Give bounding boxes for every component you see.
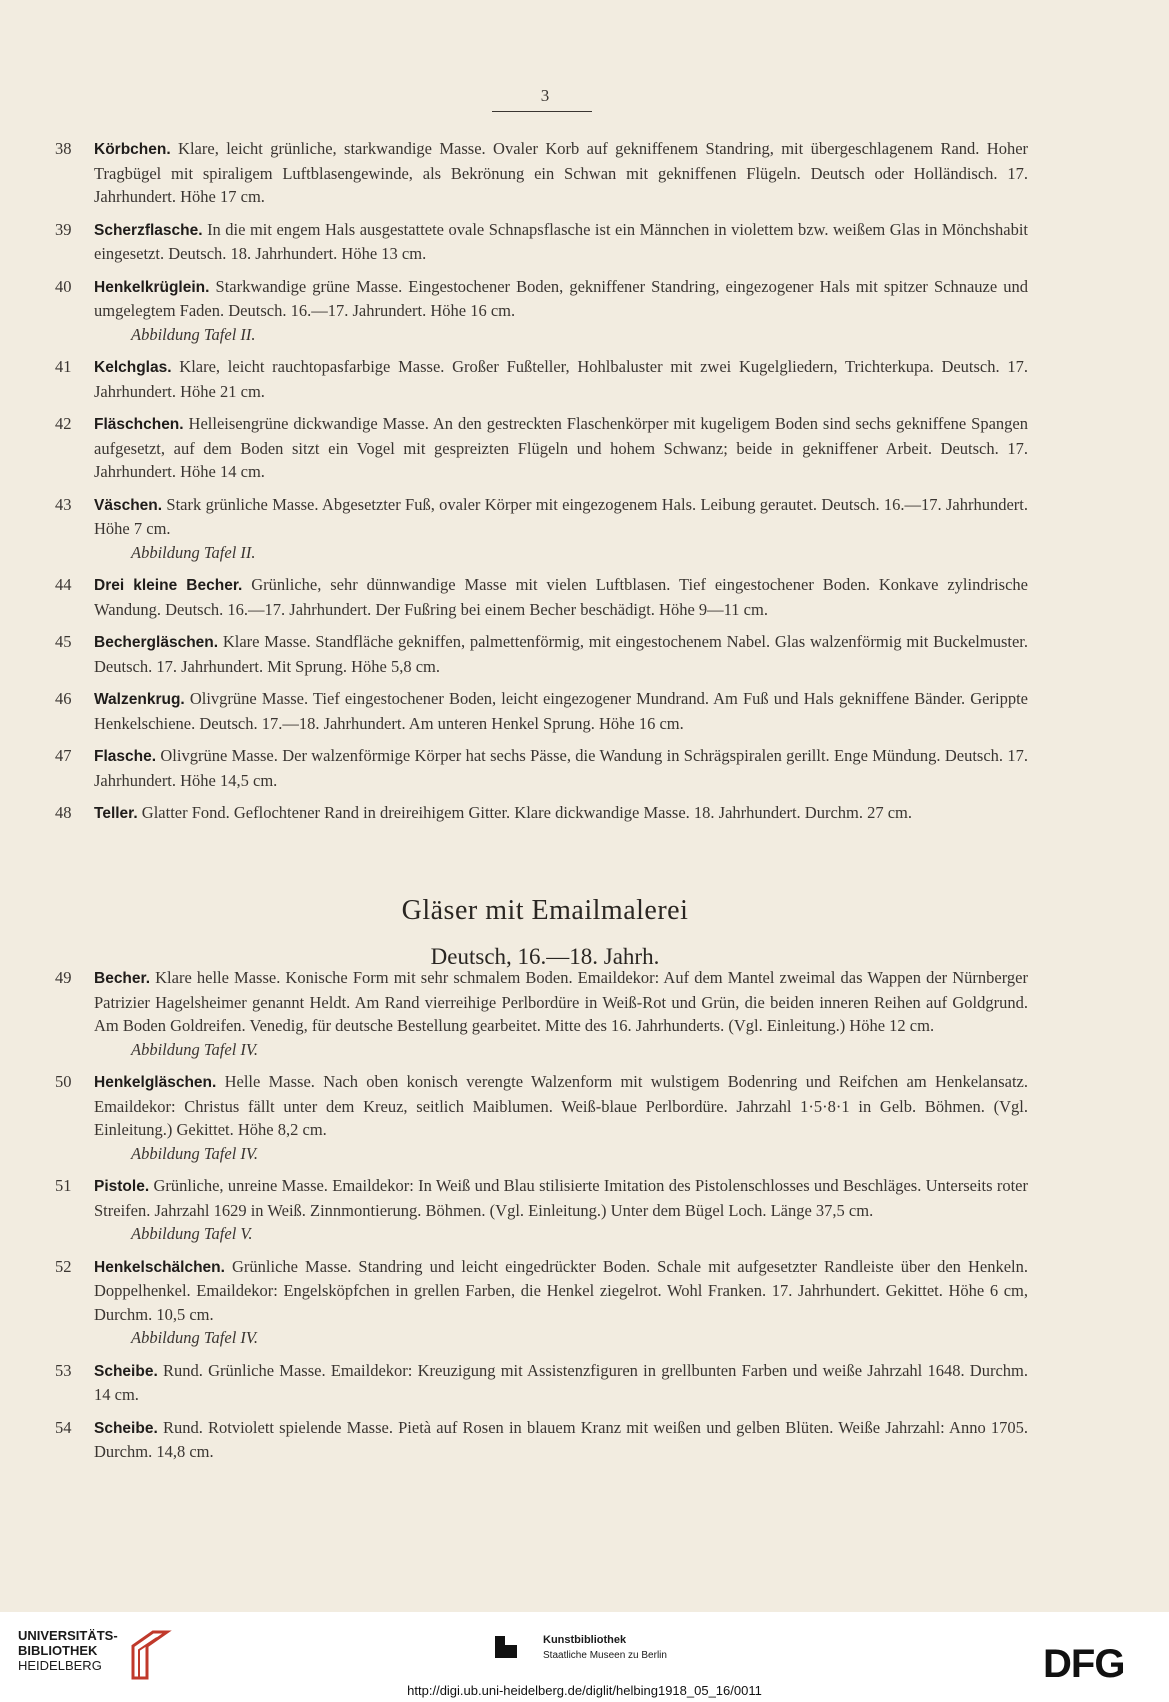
entry-title: Scheibe. xyxy=(94,1419,158,1437)
entry-number: 45 xyxy=(55,632,72,651)
entry-title: Fläschchen. xyxy=(94,416,184,433)
entry-title: Becher. xyxy=(94,970,151,987)
heidelberg-library-logo[interactable] xyxy=(18,1628,188,1688)
entry-title: Henkelkrüglein. xyxy=(94,278,210,296)
heidelberg-logo-line-3: HEIDELBERG xyxy=(18,1658,102,1673)
entry-body: Stark grünliche Masse. Abgesetzter Fuß, ovaler Körper mit eingezogenem Hals. Leibung gerautet. Deutsch. 16.—17. Jahrhundert. Höhe 7 cm. xyxy=(94,494,1028,538)
entry-body: In die mit engem Hals ausgestattete ovale Schnapsflasche ist ein Männchen in violettem bzw. weißem Glas in Mönchshabit eingesetzt. Deutsch. 18. Jahrhundert. Höhe 13 cm. xyxy=(94,219,1028,263)
entry-description xyxy=(94,630,1028,678)
entry-description xyxy=(94,493,1028,565)
entry-description xyxy=(94,687,1028,735)
entry-body: Klare, leicht rauchtopasfarbige Masse. Großer Fußteller, Hohlbaluster mit zwei Kugelgliedern, Trichterkupa. Deutsch. 17. Jahrhundert. Höhe 21 cm. xyxy=(94,357,1028,401)
entry-description xyxy=(94,744,1028,792)
entry-body: Klare helle Masse. Konische Form mit sehr schmalem Boden. Emaildekor: Auf dem Mantel zweimal das Wappen der Nürnberger Patrizier Hagelsheimer genannt Heldt. Am Rand vierreihige Perlbordüre in Weiß-Rot und Grün, die beiden inneren Reihen auf Goldgrund. Am Boden Goldreifen. Venedig, für deutsche Bestellung gearbeitet. Mitte des 16. Jahrhunderts. (Vgl. Einleitung.) Höhe 12 cm. xyxy=(94,968,1028,1035)
entry-body: Grünliche Masse. Standring und leicht eingedrückter Boden. Schale mit aufgesetzter Randleiste über den Henkeln. Doppelhenkel. Emaildekor: Engelsköpfchen in grellen Farben, die Henkel ziegelrot. Wohl Franken. 17. Jahrhundert. Gekittet. Höhe 6 cm, Durchm. 10,5 cm. xyxy=(94,1256,1028,1324)
entry-number: 50 xyxy=(55,1072,72,1091)
entry-title: Bechergläschen. xyxy=(94,634,219,651)
entry-description xyxy=(94,275,1028,347)
entry-description xyxy=(94,412,1028,484)
entry-illustration-ref: Abbildung Tafel V. xyxy=(131,1224,253,1243)
catalog-entry xyxy=(0,744,1169,792)
entry-title: Scheibe. xyxy=(94,1362,158,1380)
entry-number: 49 xyxy=(55,968,72,987)
entry-number: 39 xyxy=(55,219,72,239)
entry-body: Rund. Grünliche Masse. Emaildekor: Kreuzigung mit Assistenzfiguren in grellbunten Farben und weiße Jahrzahl 1648. Durchm. 14 cm. xyxy=(94,1360,1028,1404)
entry-description xyxy=(94,218,1028,266)
heidelberg-emblem-icon xyxy=(123,1626,173,1684)
entry-number: 44 xyxy=(55,575,72,594)
entry-body: Rund. Rotviolett spielende Masse. Pietà auf Rosen in blauem Kranz mit weißen und gelben Blüten. Weiße Jahrzahl: Anno 1705. Durchm. 14,8 cm. xyxy=(94,1417,1029,1461)
entry-number: 42 xyxy=(55,414,72,433)
entry-number: 47 xyxy=(55,746,72,765)
entry-number: 54 xyxy=(55,1417,72,1437)
kunstbibliothek-title: Kunstbibliothek xyxy=(543,1634,627,1646)
kunstbibliothek-logo[interactable] xyxy=(495,1632,715,1672)
page-number-rule xyxy=(492,111,592,112)
catalog-entry xyxy=(0,412,1169,484)
entry-number: 53 xyxy=(55,1360,72,1380)
section-subtitle: Deutsch, 16.—18. Jahrh. xyxy=(430,944,660,969)
entry-body: Klare, leicht grünliche, starkwandige Masse. Ovaler Korb auf gekniffenem Standring, mit übergeschlagenem Rand. Hoher Tragbügel mit spiraligem Luftblasengewinde, als Bekrönung ein Schwan mit gekniffenen Flügeln. Deutsch oder Holländisch. 17. Jahrhundert. Höhe 17 cm. xyxy=(94,139,1029,206)
entry-number: 38 xyxy=(55,139,72,158)
entry-number: 46 xyxy=(55,689,72,708)
catalog-entries-group-1 xyxy=(0,137,1169,835)
kunstbibliothek-mark-icon xyxy=(495,1636,517,1658)
entry-title: Henkelgläschen. xyxy=(94,1074,217,1091)
heidelberg-logo-line-1: UNIVERSITÄTS- xyxy=(18,1628,118,1643)
entry-body: Glatter Fond. Geflochtener Rand in dreireihigem Gitter. Klare dickwandige Masse. 18. Jahrhundert. Durchm. 27 cm. xyxy=(141,803,913,822)
entry-description xyxy=(94,801,1028,826)
entry-body: Starkwandige grüne Masse. Eingestochener Boden, gekniffener Standring, eingezogener Hals mit spitzer Schnauze und umgelegtem Faden. Deutsch. 16.—17. Jahrundert. Höhe 16 cm. xyxy=(94,276,1029,320)
catalog-entry xyxy=(0,355,1169,403)
catalog-entry xyxy=(0,573,1169,621)
catalog-entries-group-2 xyxy=(0,966,1169,1473)
entry-body: Grünliche, unreine Masse. Emaildekor: In Weiß und Blau stilisierte Imitation des Pistolenschlosses und Beschläges. Unterseits roter Streifen. Jahrzahl 1629 in Weiß. Zinnmontierung. Böhmen. (Vgl. Einleitung.) Unter dem Bügel Loch. Länge 37,5 cm. xyxy=(94,1176,1028,1220)
entry-body: Helleisengrüne dickwandige Masse. An den gestreckten Flaschenkörper mit kugeligem Boden sind sechs gekniffene Spangen aufgesetzt, auf dem Boden sitzt ein Vogel mit gespreizten Flügeln und hohem Schwanz; beide in gekniffener Arbeit. Deutsch. 17. Jahrhundert. Höhe 14 cm. xyxy=(94,414,1029,481)
entry-illustration-ref: Abbildung Tafel IV. xyxy=(131,1143,258,1163)
catalog-entry xyxy=(0,1255,1169,1350)
entry-illustration-ref: Abbildung Tafel II. xyxy=(131,324,256,344)
entry-illustration-ref: Abbildung Tafel IV. xyxy=(131,1039,258,1059)
entry-description xyxy=(94,1359,1028,1407)
dfg-logo[interactable]: DFG xyxy=(1043,1642,1125,1686)
kunstbibliothek-subtitle: Staatliche Museen zu Berlin xyxy=(543,1650,667,1661)
page-number: 3 xyxy=(540,86,550,105)
entry-title: Pistole. xyxy=(94,1178,150,1195)
entry-title: Flasche. xyxy=(94,748,157,765)
catalog-entry xyxy=(0,630,1169,678)
entry-illustration-ref: Abbildung Tafel II. xyxy=(131,542,256,562)
entry-title: Drei kleine Becher. xyxy=(94,577,243,594)
viewer-footer xyxy=(0,1612,1169,1702)
source-url[interactable]: http://digi.ub.uni-heidelberg.de/diglit/helbing1918_05_16/0011 xyxy=(407,1683,762,1698)
entry-number: 41 xyxy=(55,357,72,376)
catalog-entry xyxy=(0,1359,1169,1407)
entry-number: 52 xyxy=(55,1256,72,1276)
catalog-entry xyxy=(0,493,1169,565)
catalog-entry xyxy=(0,687,1169,735)
catalog-entry xyxy=(0,1070,1169,1165)
entry-description xyxy=(94,137,1028,209)
entry-description xyxy=(94,1070,1028,1165)
entry-body: Olivgrüne Masse. Tief eingestochener Boden, leicht eingezogener Mundrand. Am Fuß und Hals gekniffene Bänder. Gerippte Henkelschiene. Deutsch. 17.—18. Jahrhundert. Am unteren Henkel Sprung. Höhe 16 cm. xyxy=(94,689,1028,733)
entry-title: Teller. xyxy=(94,805,138,822)
entry-body: Klare Masse. Standfläche gekniffen, palmettenförmig, mit eingestochenem Nabel. Glas walzenförmig mit Buckelmuster. Deutsch. 17. Jahrhundert. Mit Sprung. Höhe 5,8 cm. xyxy=(94,632,1029,676)
entry-description xyxy=(94,1416,1028,1464)
entry-illustration-ref: Abbildung Tafel IV. xyxy=(131,1328,258,1347)
entry-description xyxy=(94,1174,1028,1246)
catalog-entry xyxy=(0,801,1169,826)
entry-title: Väschen. xyxy=(94,496,163,514)
entry-number: 40 xyxy=(55,276,72,296)
entry-title: Körbchen. xyxy=(94,141,171,158)
entry-body: Helle Masse. Nach oben konisch verengte Walzenform mit wulstigem Bodenring und Reifchen am Henkelansatz. Emaildekor: Christus fällt unter dem Kreuz, seitlich Maiblumen. Weiß-blaue Perlbordüre. Jahrzahl 1·5·8·1 in Gelb. Böhmen. (Vgl. Einleitung.) Gekittet. Höhe 8,2 cm. xyxy=(94,1072,1028,1139)
entry-title: Scherzflasche. xyxy=(94,221,203,239)
catalog-entry xyxy=(0,1174,1169,1246)
entry-title: Walzenkrug. xyxy=(94,691,185,708)
catalog-entry xyxy=(0,218,1169,266)
catalog-entry xyxy=(0,137,1169,209)
entry-title: Kelchglas. xyxy=(94,359,172,376)
section-title: Gläser mit Emailmalerei xyxy=(401,895,689,926)
entry-number: 51 xyxy=(55,1176,72,1195)
catalog-entry xyxy=(0,1416,1169,1464)
entry-description xyxy=(94,966,1028,1061)
entry-description xyxy=(94,573,1028,621)
entry-body: Olivgrüne Masse. Der walzenförmige Körper hat sechs Pässe, die Wandung in Schrägspiralen gerillt. Enge Mündung. Deutsch. 17. Jahrhundert. Höhe 14,5 cm. xyxy=(94,746,1028,790)
entry-number: 48 xyxy=(55,803,72,822)
catalog-entry xyxy=(0,966,1169,1061)
entry-number: 43 xyxy=(55,494,72,514)
entry-description xyxy=(94,355,1028,403)
entry-body: Grünliche, sehr dünnwandige Masse mit vielen Luftblasen. Tief eingestochener Boden. Konkave zylindrische Wandung. Deutsch. 16.—17. Jahrhundert. Der Fußring bei einem Becher beschädigt. Höhe 9—11 cm. xyxy=(94,575,1028,619)
entry-description xyxy=(94,1255,1028,1350)
heidelberg-logo-line-2: BIBLIOTHEK xyxy=(18,1643,98,1658)
entry-title: Henkelschälchen. xyxy=(94,1258,225,1276)
catalog-entry xyxy=(0,275,1169,347)
